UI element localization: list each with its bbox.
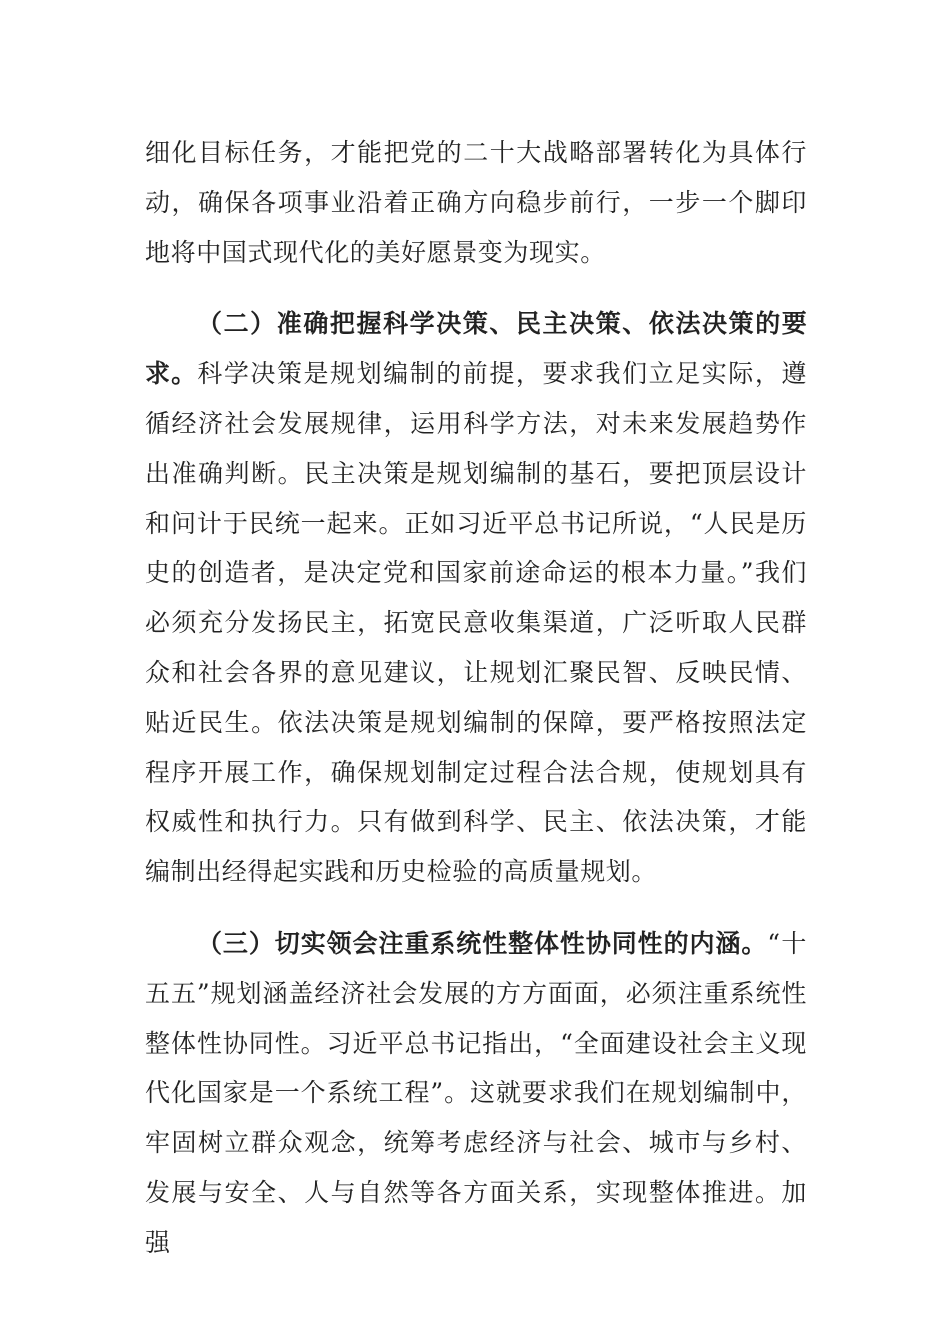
paragraph-systemic-coordination bbox=[145, 919, 807, 1268]
paragraph-continuation bbox=[145, 128, 807, 277]
section-heading-three: （三）切实领会注重系统性整体性协同性的内涵。 bbox=[197, 928, 768, 958]
paragraph-text: 科学决策是规划编制的前提，要求我们立足实际，遵循经济社会发展规律，运用科学方法，对未来发展趋势作出准确判断。民主决策是规划编制的基石，要把顶层设计和问计于民统一起来。正如习近平总书记所说，“人民是历史的创造者，是决定党和国家前途命运的根本力量。”我们必须充分发扬民主，拓宽民意收集渠道，广泛听取人民群众和社会各界的意见建议，让规划汇聚民智、反映民情、贴近民生。依法决策是规划编制的保障，要严格按照法定程序开展工作，确保规划制定过程合法合规，使规划具有权威性和执行力。只有做到科学、民主、依法决策，才能编制出经得起实践和历史检验的高质量规划。 bbox=[145, 359, 807, 887]
section-heading-two: （二）准确把握科学决策、民主决策、依法决策的要求。 bbox=[145, 309, 807, 389]
paragraph-text: 细化目标任务，才能把党的二十大战略部署转化为具体行动，确保各项事业沿着正确方向稳步前行，一步一个脚印地将中国式现代化的美好愿景变为现实。 bbox=[145, 138, 807, 267]
document-page bbox=[145, 128, 807, 1268]
paragraph-decision-requirements bbox=[145, 299, 807, 897]
paragraph-text: “十五五”规划涵盖经济社会发展的方方面面，必须注重系统性整体性协同性。习近平总书记指出，“全面建设社会主义现代化国家是一个系统工程”。这就要求我们在规划编制中，牢固树立群众观念，统筹考虑经济与社会、城市与乡村、发展与安全、人与自然等各方面关系，实现整体推进。加强 bbox=[145, 928, 808, 1257]
